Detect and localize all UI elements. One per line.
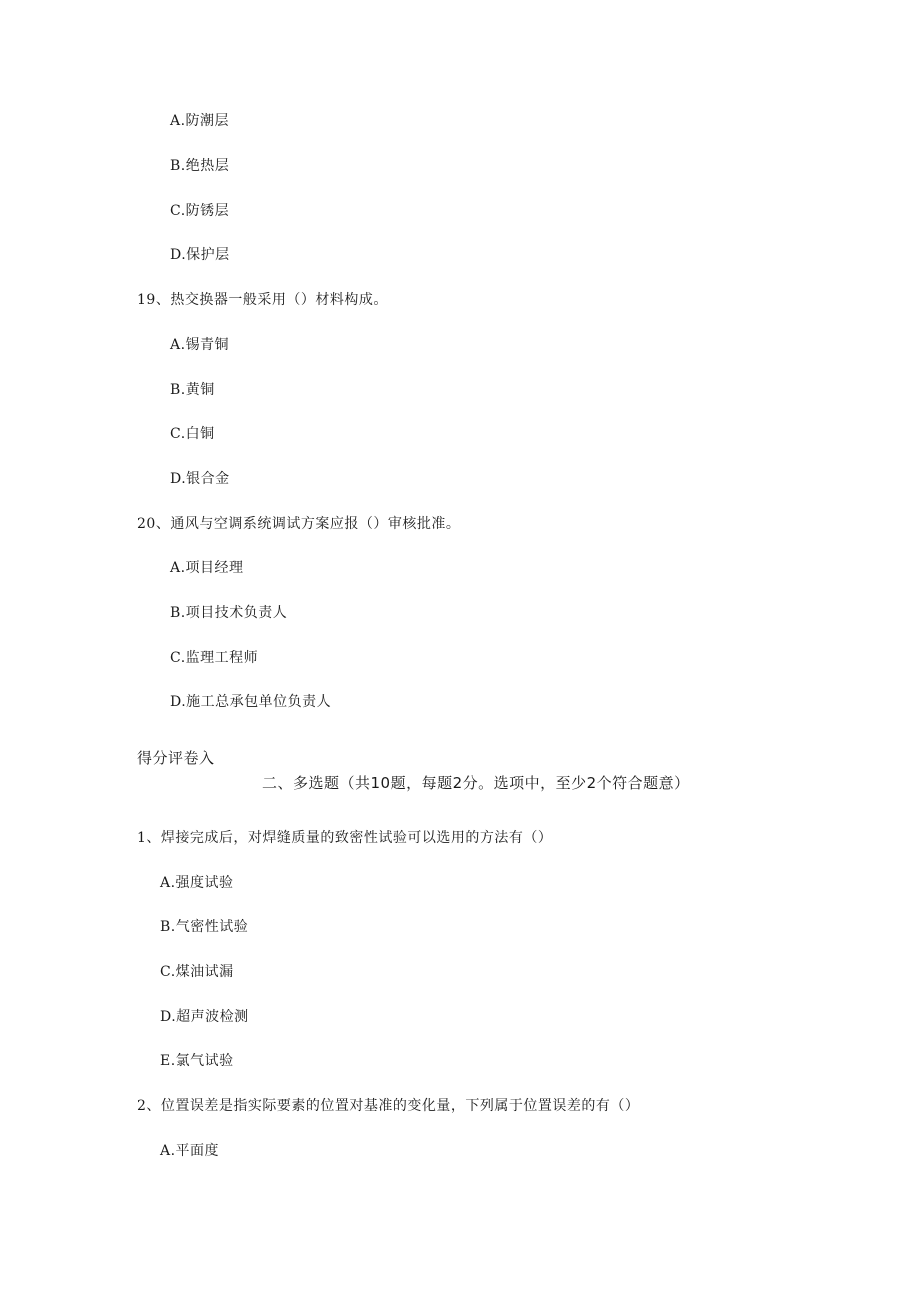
q20-option-a: A.项目经理: [170, 560, 244, 576]
mq1-option-e: E.氯气试验: [160, 1053, 234, 1069]
q18-option-c: C.防锈层: [170, 203, 230, 219]
mq1-stem: 1、焊接完成后，对焊缝质量的致密性试验可以选用的方法有（）: [137, 830, 553, 846]
q18-option-d: D.保护层: [170, 247, 230, 263]
score-label: 得分评卷入: [137, 749, 215, 767]
q20-stem: 20、通风与空调系统调试方案应报（）审核批准。: [137, 516, 461, 532]
mq1-option-d: D.超声波检测: [160, 1009, 249, 1025]
q18-option-a: A.防潮层: [170, 113, 230, 129]
q20-option-d: D.施工总承包单位负责人: [170, 694, 332, 710]
q19-option-d: D.银合金: [170, 471, 230, 487]
q18-option-b: B.绝热层: [170, 158, 230, 174]
mq2-stem: 2、位置误差是指实际要素的位置对基准的变化量，下列属于位置误差的有（）: [137, 1098, 640, 1114]
mq1-option-a: A.强度试验: [160, 875, 234, 891]
mq1-option-c: C.煤油试漏: [160, 964, 234, 980]
q19-option-c: C.白铜: [170, 426, 215, 442]
mq1-option-b: B.气密性试验: [160, 919, 249, 935]
q19-option-a: A.锡青铜: [170, 337, 230, 353]
section-title: 二、多选题（共10题，每题2分。选项中，至少2个符合题意）: [262, 774, 690, 792]
q20-option-c: C.监理工程师: [170, 650, 259, 666]
q19-stem: 19、热交换器一般采用（）材料构成。: [137, 292, 388, 308]
q19-option-b: B.黄铜: [170, 382, 215, 398]
q20-option-b: B.项目技术负责人: [170, 605, 288, 621]
mq2-option-a: A.平面度: [160, 1143, 220, 1159]
